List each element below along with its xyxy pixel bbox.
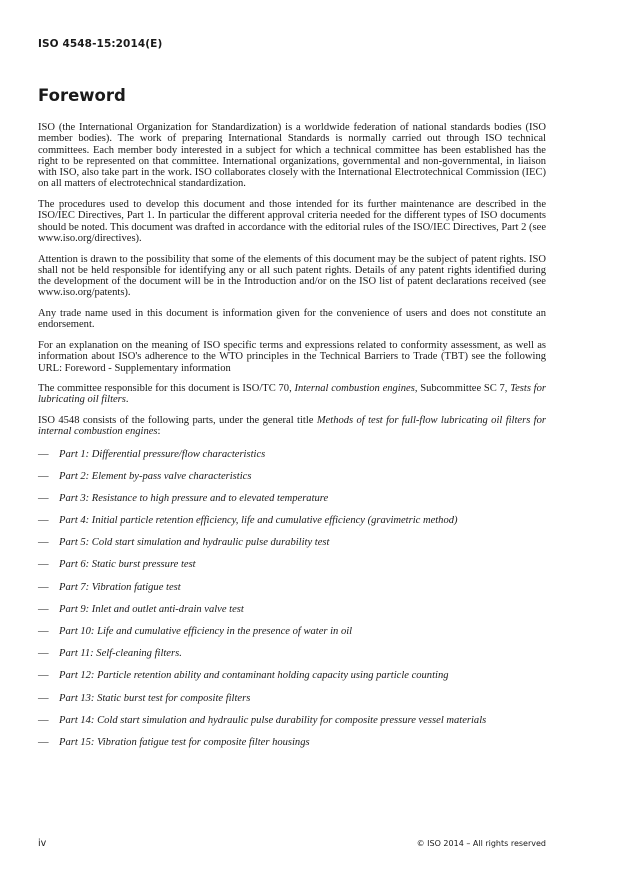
part-title: Part 3: Resistance to high pressure and to elevated temperature: [59, 492, 329, 504]
part-title: Part 11: Self-cleaning filters.: [59, 648, 182, 660]
part-title: Part 9: Inlet and outlet anti-drain valve test: [59, 603, 244, 615]
page-number: iv: [38, 838, 47, 849]
part-title: Part 13: Static burst test for composite filters: [59, 692, 251, 704]
part-title: Part 6: Static burst pressure test: [59, 559, 196, 571]
list-dash: —: [38, 559, 49, 571]
list-dash: —: [38, 448, 49, 460]
list-dash: —: [38, 626, 49, 637]
list-item: [38, 559, 546, 570]
part-title: Part 2: Element by-pass valve characteristics: [59, 470, 252, 482]
list-dash: —: [38, 714, 49, 726]
list-item: [38, 670, 546, 681]
part-title: Part 14: Cold start simulation and hydraulic pulse durability for composite pressure vessel materials: [59, 714, 487, 726]
copyright-notice: © ISO 2014 – All rights reserved: [416, 839, 546, 848]
subcommittee-title: Tests for lubricating oil filters: [38, 383, 546, 406]
paragraph-trade-name: Any trade name used in this document is information given for the convenience of users and does not constitute an endorsement.: [38, 308, 546, 331]
list-item: [38, 648, 546, 659]
list-item: [38, 693, 546, 704]
general-title: Methods of test for full-flow lubricating oil filters for internal combustion engines: [38, 415, 546, 438]
parts-intro-text: ISO 4548 consists of the following parts, under the general title: [38, 415, 317, 427]
part-title: Part 5: Cold start simulation and hydraulic pulse durability test: [59, 537, 330, 549]
list-dash: —: [38, 581, 49, 593]
document-id-header: ISO 4548-15:2014(E): [38, 38, 163, 50]
list-item: [38, 715, 546, 726]
part-title: Part 10: Life and cumulative efficiency in the presence of water in oil: [59, 626, 353, 637]
list-item: [38, 471, 546, 482]
list-dash: —: [38, 736, 49, 748]
paragraph-procedures: The procedures used to develop this document and those intended for its further maintenance are described in the ISO/IEC Directives, Part 1. In particular the different approval criteria needed for the different types of ISO documents should be noted. This document was drafted in accordance with the editorial rules of the ISO/IEC Directives, Part 2 (see www.iso.org/directives).: [38, 199, 546, 244]
paragraph-iso-intro: ISO (the International Organization for Standardization) is a worldwide federation of national standards bodies (ISO member bodies). The work of preparing International Standards is normally carried out through ISO technical committees. Each member body interested in a subject for which a technical committee has been established has the right to be represented on that committee. International organizations, governmental and non-governmental, in liaison with ISO, also take part in the work. ISO collaborates closely with the International Electrotechnical Commission (IEC) on all matters of electrotechnical standardization.: [38, 122, 546, 190]
list-dash: —: [38, 603, 49, 615]
list-dash: —: [38, 670, 49, 682]
list-item: [38, 493, 546, 504]
paragraph-parts-intro: [38, 415, 546, 438]
foreword-body: [38, 122, 546, 759]
committee-text-1: The committee responsible for this document is ISO/TC 70,: [38, 383, 295, 395]
list-item: [38, 515, 546, 526]
section-title: Foreword: [38, 86, 126, 105]
committee-title: Internal combustion engines: [294, 383, 415, 395]
paragraph-committee: [38, 383, 546, 406]
committee-text-3: .: [125, 394, 129, 406]
parts-list: [38, 449, 546, 749]
list-item: [38, 449, 546, 460]
list-dash: —: [38, 692, 49, 704]
list-dash: —: [38, 648, 49, 660]
list-item: [38, 737, 546, 748]
list-dash: —: [38, 492, 49, 504]
list-item: [38, 537, 546, 548]
part-title: Part 1: Differential pressure/flow characteristics: [59, 448, 266, 460]
list-dash: —: [38, 470, 49, 482]
part-title: Part 12: Particle retention ability and contaminant holding capacity using particle counting: [59, 670, 449, 682]
list-dash: —: [38, 515, 49, 527]
paragraph-patent-rights: Attention is drawn to the possibility that some of the elements of this document may be the subject of patent rights. ISO shall not be held responsible for identifying any or all such patent rights. Details of any patent rights identified during the development of the document will be in the Introduction and/or on the ISO list of patent declarations received (see www.iso.org/patents).: [38, 253, 546, 299]
part-title: Part 4: Initial particle retention efficiency, life and cumulative efficiency (gravimetric method): [59, 515, 458, 527]
list-item: [38, 582, 546, 593]
part-title: Part 15: Vibration fatigue test for composite filter housings: [59, 736, 310, 748]
parts-intro-colon: :: [157, 426, 161, 438]
part-title: Part 7: Vibration fatigue test: [59, 581, 181, 593]
list-item: [38, 604, 546, 615]
committee-text-2: , Subcommittee SC 7,: [414, 383, 511, 395]
paragraph-conformity: For an explanation on the meaning of ISO specific terms and expressions related to conformity assessment, as well as information about ISO's adherence to the WTO principles in the Technical Barriers to Trade (TBT) see the following URL: Foreword - Supplementary information: [38, 339, 546, 374]
list-item: [38, 626, 546, 637]
list-dash: —: [38, 537, 49, 549]
